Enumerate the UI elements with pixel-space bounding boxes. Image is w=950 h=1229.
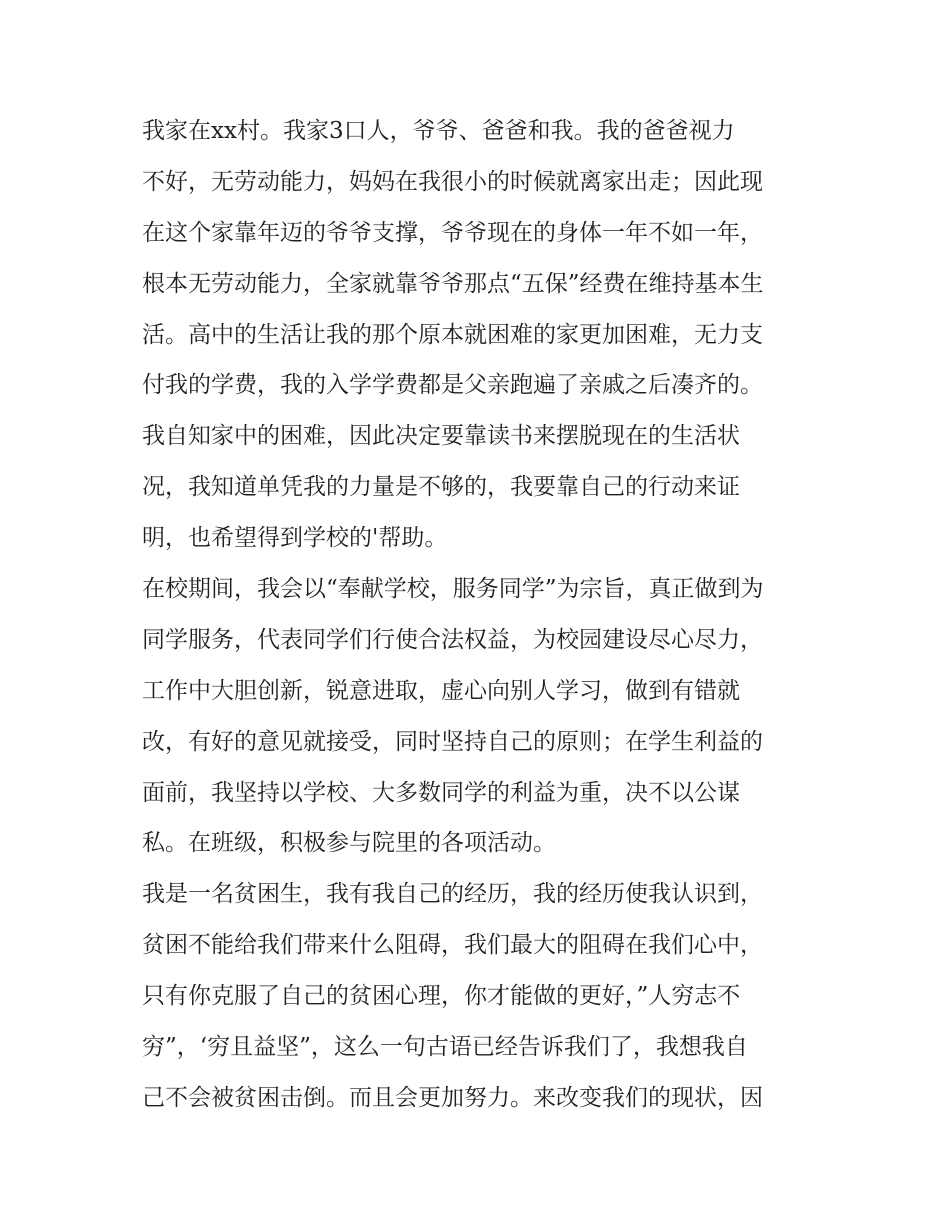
text-line: 私。在班级，积极参与院里的各项活动。 [142,830,556,857]
text-line: 我是一名贫困生，我有我自己的经历，我的经历使我认识到， [142,881,763,908]
text-line: 明，也希望得到学校的'帮助。 [142,525,448,552]
text-line: 同学服务，代表同学们行使合法权益，为校园建设尽心尽力， [142,626,763,653]
text-line: 我家在xx村。我家3口人，爷爷、爸爸和我。我的爸爸视力 [142,118,735,144]
text-line: 改，有好的意见就接受，同时坚持自己的原则；在学生利益的 [142,728,763,755]
text-line: 只有你克服了自己的贫困心理，你才能做的更好，”人穷志不 [142,983,741,1010]
text-line: 况，我知道单凭我的力量是不够的，我要靠自己的行动来证 [142,474,740,501]
text-line: 活。高中的生活让我的那个原本就困难的家更加困难，无力支 [142,321,763,348]
text-line: 己不会被贫困击倒。而且会更加努力。来改变我们的现状，因 [142,1084,763,1111]
text-line: 面前，我坚持以学校、大多数同学的利益为重，决不以公谋 [142,779,740,806]
document-body [142,106,812,1124]
text-line: 贫困不能给我们带来什么阻碍，我们最大的阻碍在我们心中， [142,932,763,959]
text-line: 付我的学费，我的入学学费都是父亲跑遍了亲戚之后凑齐的。 [142,372,763,399]
text-line: 在这个家靠年迈的爷爷支撑，爷爷现在的身体一年不如一年， [142,219,763,246]
text-line: 我自知家中的困难，因此决定要靠读书来摆脱现在的生活状 [142,423,740,450]
text-line: 工作中大胆创新，锐意进取，虚心向别人学习，做到有错就 [142,677,740,704]
text-line: 根本无劳动能力，全家就靠爷爷那点“五保”经费在维持基本生 [142,270,764,297]
text-line: 穷”，‘穷且益坚”，这么一句古语已经告诉我们了，我想我自 [142,1034,748,1061]
text-line: 不好，无劳动能力，妈妈在我很小的时候就离家出走；因此现 [142,168,763,195]
text-line: 在校期间，我会以“奉献学校，服务同学”为宗旨，真正做到为 [142,576,764,603]
